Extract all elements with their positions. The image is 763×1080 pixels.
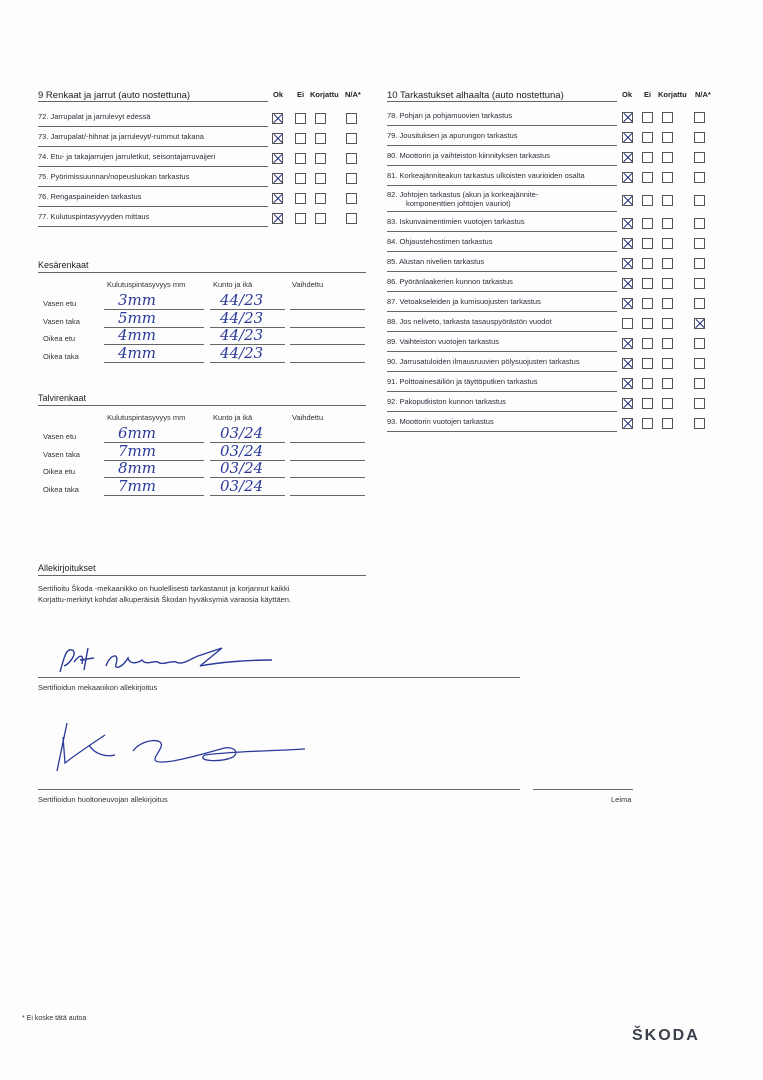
checkbox-na[interactable] [694,195,705,206]
checkbox-korjattu[interactable] [662,398,673,409]
checkbox-ok[interactable] [622,112,633,123]
checkbox-korjattu[interactable] [315,213,326,224]
header-ok: Ok [622,90,633,99]
checkbox-ok[interactable] [622,218,633,229]
checkbox-ei[interactable] [642,218,653,229]
mechanic-signature-label: Sertifioidun mekaanikon allekirjoitus [38,683,158,692]
checkbox-ei[interactable] [295,113,306,124]
checkbox-na[interactable] [694,238,705,249]
checkbox-korjattu[interactable] [662,132,673,143]
checklist-item-label: 81. Korkeajänniteakun tarkastus ulkoisten vaurioiden osalta [387,171,585,180]
footnote: * Ei koske tätä autoa [22,1015,87,1022]
checklist-item-label: 85. Alustan nivelien tarkastus [387,257,485,266]
checkbox-ok[interactable] [272,153,283,164]
checklist-row [387,392,617,412]
checkbox-ok[interactable] [272,133,283,144]
checklist-item-label: 88. Jos neliveto, tarkasta tasauspyörästön vuodot [387,317,552,326]
tire-field-line [290,309,365,310]
tire-age-value: 03/24 [220,459,264,477]
header-condition: Kunto ja ikä [213,280,253,289]
header-ei: Ei [644,90,652,99]
tire-age-value: 44/23 [220,308,264,327]
checkbox-korjattu[interactable] [662,318,673,329]
tire-age-value: 03/24 [220,441,264,460]
checkbox-na[interactable] [346,133,357,144]
checkbox-na[interactable] [694,418,705,429]
checklist-row [38,167,268,187]
checkbox-na[interactable] [694,358,705,369]
tire-depth-value: 3mm [118,291,156,309]
header-depth: Kulutuspintasyvyys mm [107,413,186,422]
checkbox-ei[interactable] [642,278,653,289]
section-title-underbody: 10 Tarkastukset alhaalta (auto nostettuna) [387,90,564,101]
checkbox-ok[interactable] [622,258,633,269]
checkbox-korjattu[interactable] [662,195,673,206]
checkbox-korjattu[interactable] [662,358,673,369]
tire-age-value: 03/24 [220,424,264,442]
checkbox-ok[interactable] [622,358,633,369]
signatures-title: Allekirjoitukset [38,563,96,573]
checkbox-ei[interactable] [295,193,306,204]
tire-field-line [210,362,285,363]
header-korjattu: Korjattu [310,90,339,99]
checkbox-na[interactable] [694,338,705,349]
checklist-item-label: 92. Pakoputkiston kunnon tarkastus [387,397,506,406]
checkbox-ok[interactable] [622,195,633,206]
tire-field-line [290,460,365,461]
checkbox-korjattu[interactable] [662,238,673,249]
checkbox-ok[interactable] [622,132,633,143]
checklist-item-label: 84. Ohjaustehostimen tarkastus [387,237,493,246]
header-depth: Kulutuspintasyvyys mm [107,280,186,289]
checklist-item-label-continued: komponenttien johtojen vauriot) [406,199,511,208]
checklist-item-label: 87. Vetoakseleiden ja kumisuojusten tarkastus [387,297,541,306]
section-underline [38,272,366,273]
winter-tires-title: Talvirenkaat [38,393,87,403]
checkbox-ei[interactable] [642,238,653,249]
checkbox-ei[interactable] [642,338,653,349]
checklist-row [387,146,617,166]
checklist-item-label: 73. Jarrupalat/-hihnat ja jarrulevyt/-rummut takana [38,132,204,141]
section-underline [387,101,617,102]
checkbox-na[interactable] [694,258,705,269]
skoda-logo: ŠKODA [632,1027,700,1044]
checkbox-ok[interactable] [272,173,283,184]
checklist-item-label: 78. Pohjan ja pohjamuovien tarkastus [387,111,513,120]
header-condition: Kunto ja ikä [213,413,253,422]
tire-field-line [104,495,204,496]
checkbox-ok[interactable] [622,398,633,409]
tire-field-line [290,327,365,328]
checklist-item-label: 74. Etu- ja takajarrujen jarruletkut, seisontajarruvaijeri [38,152,216,161]
header-replaced: Vaihdettu [292,280,324,289]
checkbox-ok[interactable] [622,418,633,429]
checkbox-ok[interactable] [622,172,633,183]
mechanic-signature-line [38,677,520,678]
checkbox-ok[interactable] [272,193,283,204]
section-underline [38,101,268,102]
certification-statement-2: Korjattu-merkityt kohdat alkuperäisiä Škodan hyväksymiä varaosia käyttäen. [38,595,292,604]
checkbox-korjattu[interactable] [662,112,673,123]
checkbox-na[interactable] [694,172,705,183]
checklist-row [38,107,268,127]
tire-field-line [290,495,365,496]
tire-position-label: Oikea etu [43,467,76,476]
tire-position-label: Vasen taka [43,449,80,459]
mechanic-signature [50,640,280,680]
header-na: N/A* [345,90,361,99]
checkbox-na[interactable] [694,132,705,143]
checkbox-ei[interactable] [642,132,653,143]
tire-field-line [290,442,365,443]
tire-position-label: Vasen taka [43,316,80,326]
checklist-row [387,232,617,252]
checkbox-ok[interactable] [622,278,633,289]
checklist-item-label: 89. Vaihteiston vuotojen tarkastus [387,337,500,346]
checkbox-ei[interactable] [642,172,653,183]
tire-position-label: Oikea etu [43,334,76,343]
advisor-signature-label: Sertifioidun huoltoneuvojan allekirjoitus [38,795,168,804]
checkbox-korjattu[interactable] [662,172,673,183]
checklist-row [38,147,268,167]
checklist-row [387,332,617,352]
checkbox-ok[interactable] [622,238,633,249]
checkbox-na[interactable] [346,213,357,224]
checkbox-korjattu[interactable] [662,218,673,229]
row-underline [387,431,617,432]
checkbox-korjattu[interactable] [662,378,673,389]
tire-age-value: 44/23 [220,343,264,362]
checklist-item-label: 80. Moottorin ja vaihteiston kiinnityksen tarkastus [387,151,550,160]
checkbox-na[interactable] [694,218,705,229]
checkbox-ei[interactable] [642,398,653,409]
header-ei: Ei [297,90,305,99]
checkbox-na[interactable] [346,173,357,184]
checkbox-ei[interactable] [642,418,653,429]
checklist-row [387,272,617,292]
checklist-row [387,212,617,232]
checklist-item-label: 90. Jarrusatuloiden ilmausruuvien pölysuojusten tarkastus [387,357,580,366]
advisor-signature-line [38,789,520,790]
checklist-item-label: 91. Polttoainesäiliön ja täyttöputken tarkastus [387,377,538,386]
checkbox-na[interactable] [346,193,357,204]
checklist-row [387,312,617,332]
checklist-row [387,372,617,392]
section-underline [38,575,366,576]
section-underline [38,405,366,406]
checkbox-korjattu[interactable] [662,278,673,289]
checklist-row [387,186,617,212]
tire-depth-value: 8mm [118,459,156,477]
checkbox-korjattu[interactable] [315,153,326,164]
section-title-tires-brakes: 9 Renkaat ja jarrut (auto nostettuna) [38,90,191,101]
checkbox-korjattu[interactable] [315,193,326,204]
stamp-line [533,789,633,790]
checkbox-ok[interactable] [622,378,633,389]
checkbox-ei[interactable] [642,112,653,123]
tire-field-line [290,362,365,363]
checkbox-na[interactable] [346,113,357,124]
checkbox-ok[interactable] [272,113,283,124]
tire-position-label: Oikea taka [43,484,79,494]
checkbox-na[interactable] [694,152,705,163]
checkbox-ei[interactable] [642,195,653,206]
checklist-item-label: 79. Jousituksen ja apurungon tarkastus [387,131,518,140]
summer-tires-title: Kesärenkaat [38,260,89,270]
header-replaced: Vaihdettu [292,413,324,422]
checklist-row [387,352,617,372]
checklist-row [387,166,617,186]
checklist-item-label: 77. Kulutuspintasyvyyden mittaus [38,212,150,221]
checklist-item-label: 72. Jarrupalat ja jarrulevyt edessä [38,112,151,121]
checkbox-ok[interactable] [622,298,633,309]
checkbox-ei[interactable] [295,133,306,144]
checklist-row [387,292,617,312]
checklist-row [387,126,617,146]
checkbox-ok[interactable] [622,318,633,329]
checklist-item-label: 93. Moottorin vuotojen tarkastus [387,417,494,426]
tire-depth-value: 4mm [118,343,156,362]
checkbox-ei[interactable] [642,318,653,329]
checkbox-na[interactable] [694,378,705,389]
checkbox-ei[interactable] [642,358,653,369]
checklist-row [38,207,268,227]
checkbox-korjattu[interactable] [662,258,673,269]
checkbox-ei[interactable] [642,152,653,163]
checkbox-korjattu[interactable] [662,298,673,309]
tire-depth-value: 6mm [118,424,156,442]
tire-depth-value: 4mm [118,326,156,344]
checkbox-korjattu[interactable] [662,418,673,429]
checkbox-na[interactable] [694,278,705,289]
checkbox-ei[interactable] [295,213,306,224]
checklist-item-label: 83. Iskunvaimentimien vuotojen tarkastus [387,217,525,226]
checklist-row [387,252,617,272]
checklist-item-label: 86. Pyöränlaakerien kunnon tarkastus [387,277,513,286]
checkbox-ok[interactable] [622,152,633,163]
checklist-item-label: 75. Pyörimissuunnan/nopeusluokan tarkastus [38,172,190,181]
checkbox-korjattu[interactable] [662,152,673,163]
checklist-row [387,412,617,432]
checkbox-korjattu[interactable] [315,133,326,144]
checklist-row [387,106,617,126]
stamp-label: Leima [611,795,632,804]
checkbox-na[interactable] [694,318,705,329]
tire-position-label: Vasen etu [43,432,77,441]
tire-field-line [210,495,285,496]
checkbox-ei[interactable] [642,298,653,309]
checkbox-ei[interactable] [295,153,306,164]
tire-field-line [290,477,365,478]
checkbox-na[interactable] [694,298,705,309]
checkbox-korjattu[interactable] [662,338,673,349]
header-ok: Ok [273,90,284,99]
checkbox-ei[interactable] [642,258,653,269]
certification-statement-1: Sertifioitu Škoda -mekaanikko on huolellisesti tarkastanut ja korjannut kaikki [38,584,290,593]
checkbox-ok[interactable] [272,213,283,224]
checklist-row [38,127,268,147]
checkbox-na[interactable] [694,398,705,409]
tire-position-label: Oikea taka [43,351,79,361]
tire-age-value: 03/24 [220,476,264,495]
checkbox-korjattu[interactable] [315,113,326,124]
advisor-signature [45,715,315,775]
header-na: N/A* [695,90,711,99]
checkbox-ok[interactable] [622,338,633,349]
row-underline [38,226,268,227]
tire-field-line [290,344,365,345]
tire-field-line [104,362,204,363]
tire-age-value: 44/23 [220,291,264,309]
checkbox-na[interactable] [694,112,705,123]
checkbox-na[interactable] [346,153,357,164]
checkbox-ei[interactable] [295,173,306,184]
tire-position-label: Vasen etu [43,299,77,308]
checklist-item-label: 76. Rengaspaineiden tarkastus [38,192,142,201]
tire-depth-value: 7mm [118,441,156,460]
tire-age-value: 44/23 [220,326,264,344]
checklist-row [38,187,268,207]
header-korjattu: Korjattu [658,90,687,99]
tire-depth-value: 7mm [118,476,156,495]
tire-depth-value: 5mm [118,308,156,327]
checklist-item-label: 82. Johtojen tarkastus (akun ja korkeajännite- [387,190,539,199]
checkbox-ei[interactable] [642,378,653,389]
checkbox-korjattu[interactable] [315,173,326,184]
